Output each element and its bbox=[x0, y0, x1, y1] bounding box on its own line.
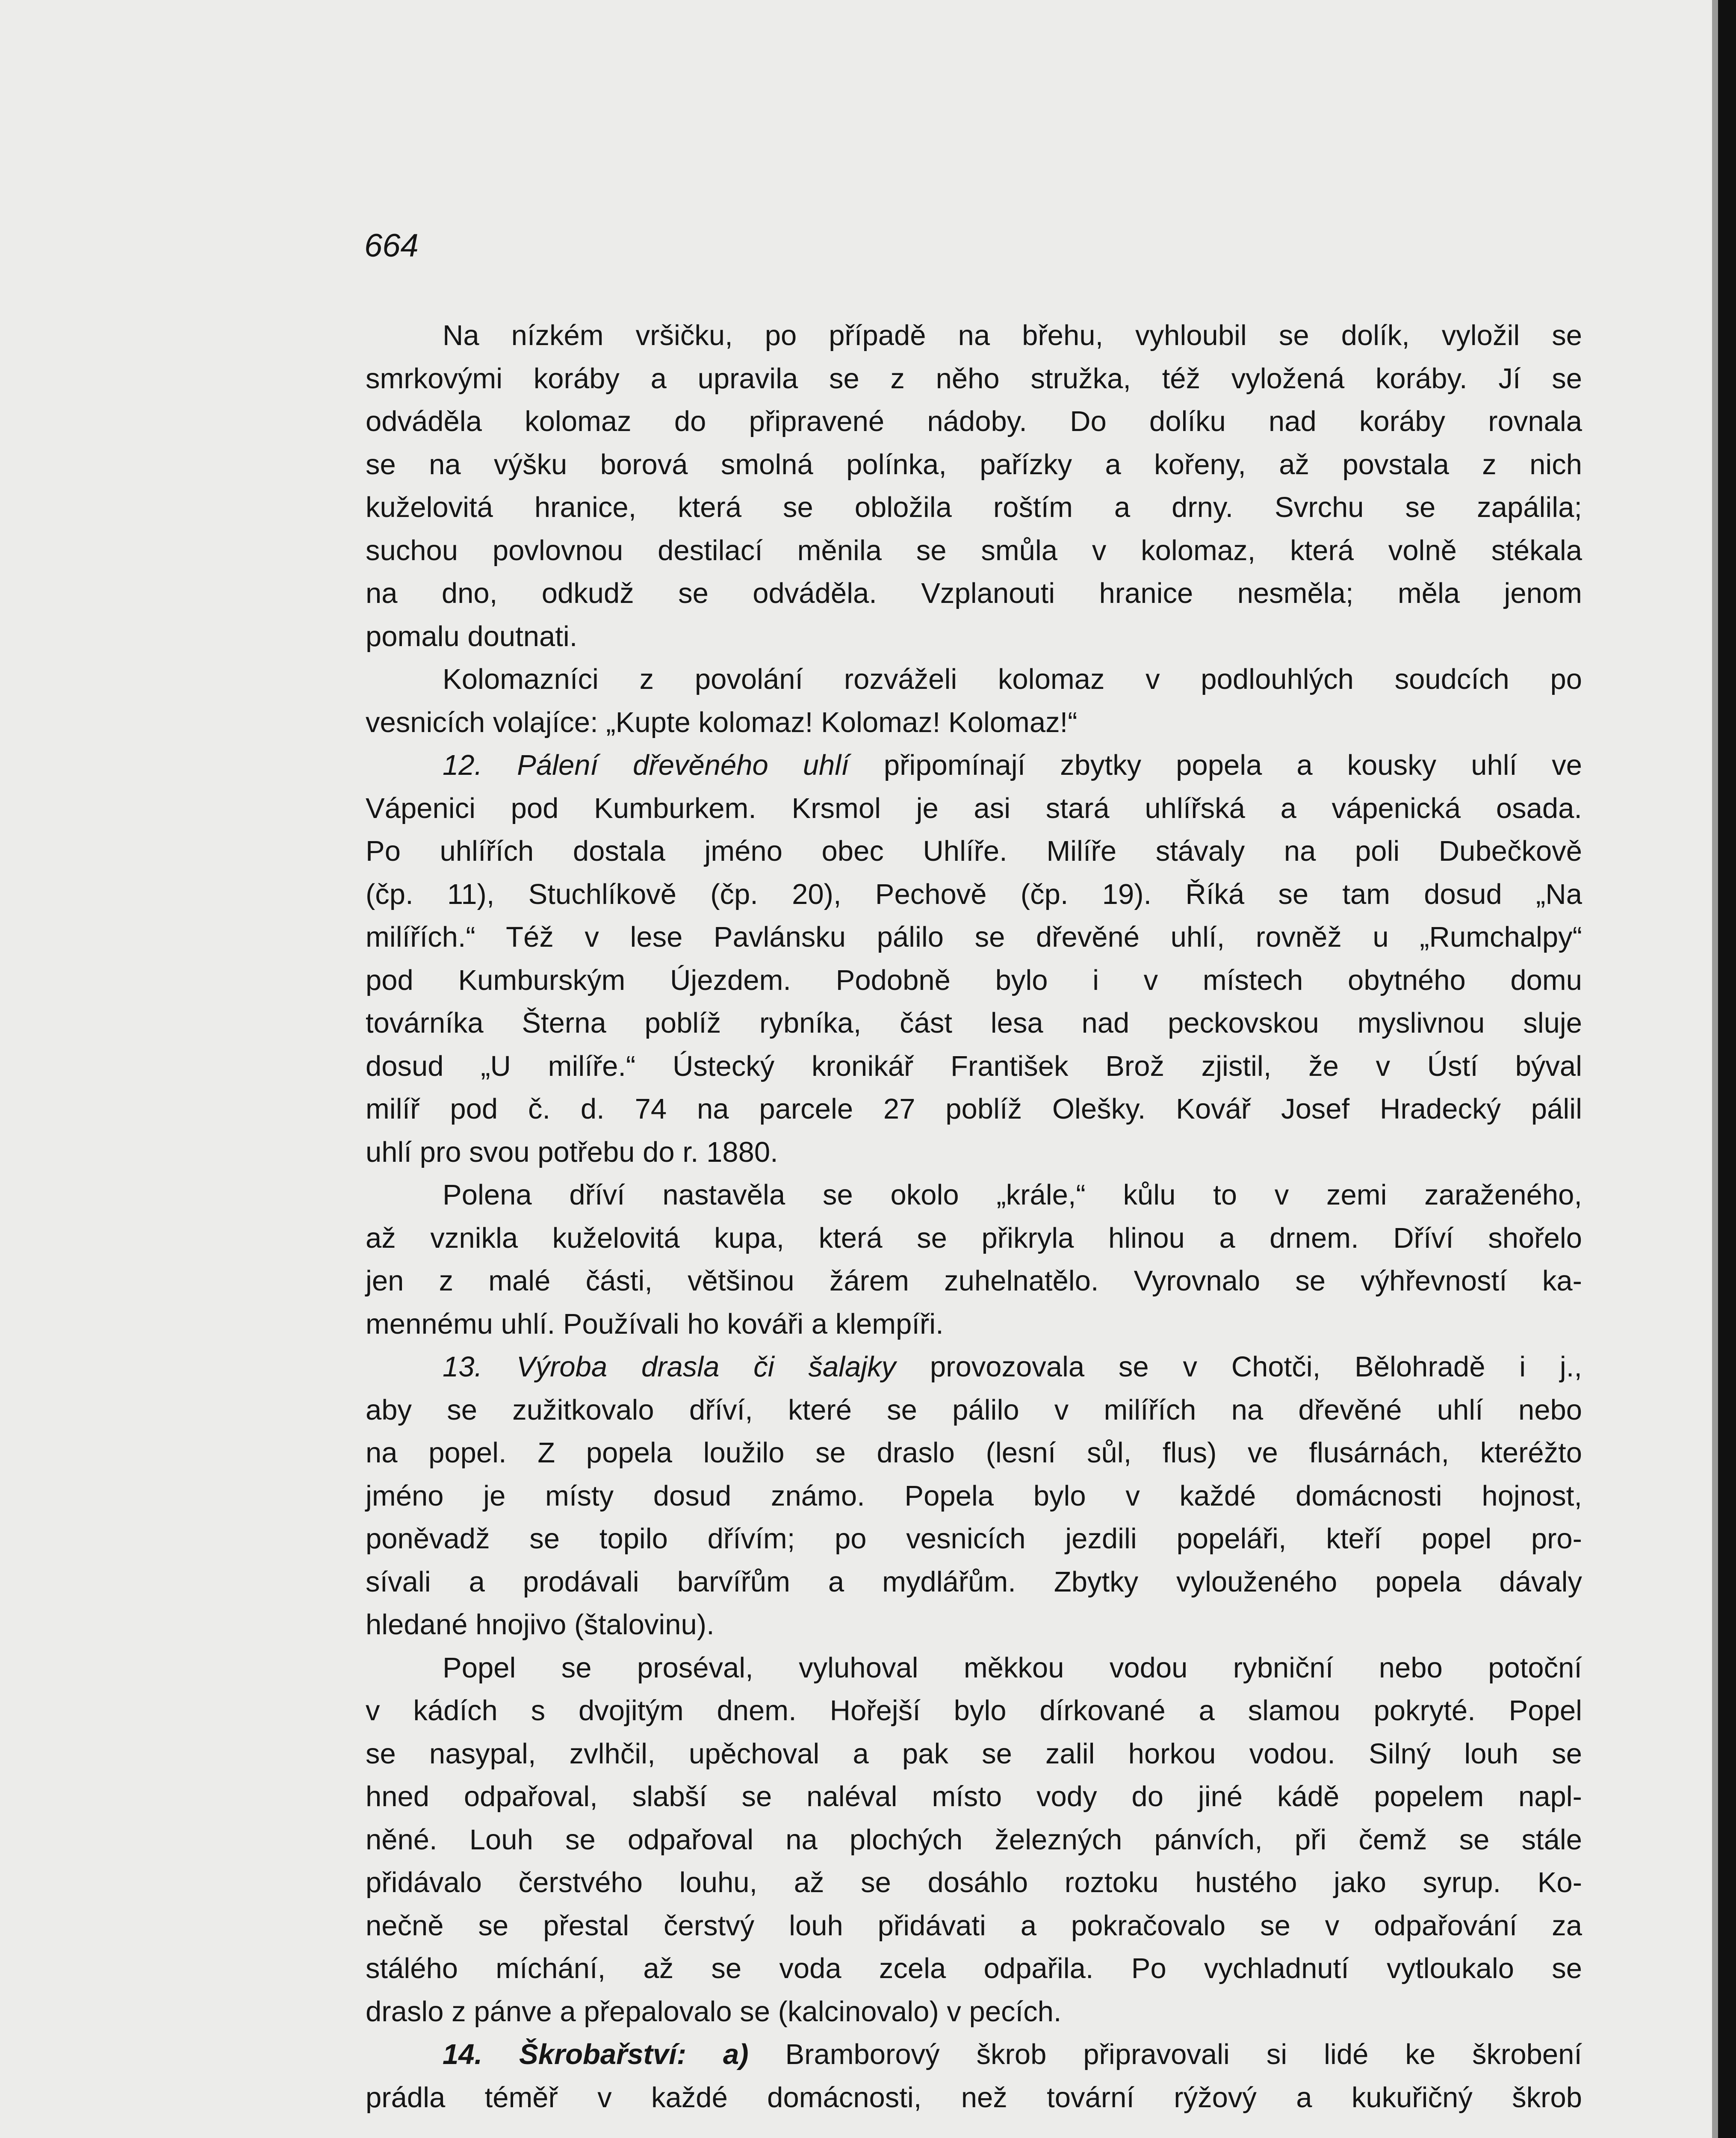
scan-edge-shadow bbox=[1712, 0, 1718, 2138]
line-text: poněvadž se topilo dřívím; po vesnicích jezdili popeláři, kteří popel pro- bbox=[366, 1523, 1582, 1555]
line-text: sívali a prodávali barvířům a mydlářům. Zbytky vylouženého popela dávaly bbox=[366, 1565, 1582, 1598]
line-text: Vápenici pod Kumburkem. Krsmol je asi stará uhlířská a vápenická osada. bbox=[366, 792, 1582, 824]
text-line bbox=[366, 916, 1582, 959]
text-line bbox=[366, 1647, 1582, 1690]
text-line bbox=[366, 1775, 1582, 1819]
line-text: jen z malé části, většinou žárem zuhelnatělo. Vyrovnalo se výhřevností ka- bbox=[366, 1265, 1582, 1297]
text-line bbox=[366, 1045, 1582, 1088]
line-text: draslo z pánve a přepalovalo se (kalcinovalo) v pecích. bbox=[366, 1995, 1062, 2028]
line-text: Kolomazníci z povolání rozváželi kolomaz v podlouhlých soudcích po bbox=[443, 663, 1582, 695]
line-text: až vznikla kuželovitá kupa, která se přikryla hlinou a drnem. Dříví shořelo bbox=[366, 1222, 1582, 1254]
text-line bbox=[366, 529, 1582, 573]
text-line bbox=[366, 787, 1582, 830]
text-line bbox=[366, 1260, 1582, 1303]
line-text: továrníka Šterna poblíž rybníka, část lesa nad peckovskou myslivnou sluje bbox=[366, 1007, 1582, 1039]
line-text: (čp. 11), Stuchlíkově (čp. 20), Pechově (čp. 19). Říká se tam dosud „Na bbox=[366, 878, 1582, 910]
text-line bbox=[366, 1303, 1582, 1346]
text-line bbox=[366, 1518, 1582, 1561]
section-heading: 13. Výroba drasla či šalajky bbox=[443, 1351, 896, 1383]
text-line bbox=[366, 615, 1582, 659]
text-line bbox=[366, 1174, 1582, 1217]
line-text: připomínají zbytky popela a kousky uhlí ve bbox=[849, 749, 1582, 781]
text-line bbox=[366, 1861, 1582, 1905]
line-text: kuželovitá hranice, která se obložila roštím a drny. Svrchu se zapálila; bbox=[366, 491, 1582, 523]
text-line bbox=[366, 1475, 1582, 1518]
text-line bbox=[366, 873, 1582, 916]
line-text: nečně se přestal čerstvý louh přidávati a pokračovalo se v odpařování za bbox=[366, 1909, 1582, 1942]
text-line bbox=[366, 2033, 1582, 2076]
line-text: na popel. Z popela loužilo se draslo (lesní sůl, flus) ve flusárnách, kteréžto bbox=[366, 1437, 1582, 1469]
line-text: něné. Louh se odpařoval na plochých železných pánvích, při čemž se stále bbox=[366, 1823, 1582, 1856]
text-line bbox=[366, 443, 1582, 487]
text-line bbox=[366, 830, 1582, 873]
section-heading: 14. Škrobařství: a) bbox=[443, 2038, 749, 2070]
line-text: Po uhlířích dostala jméno obec Uhlíře. Milíře stávaly na poli Dubečkově bbox=[366, 835, 1582, 867]
text-line bbox=[366, 701, 1582, 744]
text-line bbox=[366, 1819, 1582, 1862]
text-line bbox=[366, 486, 1582, 529]
line-text: smrkovými koráby a upravila se z něho stružka, též vyložená koráby. Jí se bbox=[366, 362, 1582, 395]
line-text: milířích.“ Též v lese Pavlánsku pálilo se dřevěné uhlí, rovněž u „Rumchalpy“ bbox=[366, 921, 1582, 953]
line-text: pod Kumburským Újezdem. Podobně bylo i v místech obytného domu bbox=[366, 964, 1582, 996]
text-line bbox=[366, 400, 1582, 443]
text-line bbox=[366, 2076, 1582, 2120]
text-line bbox=[366, 1432, 1582, 1475]
text-line bbox=[366, 1002, 1582, 1045]
line-text: se nasypal, zvlhčil, upěchoval a pak se zalil horkou vodou. Silný louh se bbox=[366, 1737, 1582, 1770]
line-text: uhlí pro svou potřebu do r. 1880. bbox=[366, 1136, 778, 1168]
line-text: milíř pod č. d. 74 na parcele 27 poblíž Olešky. Kovář Josef Hradecký pálil bbox=[366, 1093, 1582, 1125]
text-line bbox=[366, 572, 1582, 615]
line-text: Na nízkém vršičku, po případě na břehu, vyhloubil se dolík, vyložil se bbox=[443, 319, 1582, 351]
line-text: v kádích s dvojitým dnem. Hořejší bylo dírkované a slamou pokryté. Popel bbox=[366, 1695, 1582, 1727]
line-text: Bramborový škrob připravovali si lidé ke škrobení bbox=[748, 2038, 1582, 2070]
line-text: dosud „U milíře.“ Ústecký kronikář František Brož zjistil, že v Ústí býval bbox=[366, 1050, 1582, 1082]
page-number: 664 bbox=[364, 227, 419, 264]
line-text: na dno, odkudž se odváděla. Vzplanouti hranice nesměla; měla jenom bbox=[366, 577, 1582, 609]
line-text: jméno je místy dosud známo. Popela bylo v každé domácnosti hojnost, bbox=[366, 1479, 1582, 1512]
text-line bbox=[366, 1733, 1582, 1776]
line-text: stálého míchání, až se voda zcela odpařila. Po vychladnutí vytloukalo se bbox=[366, 1952, 1582, 1984]
line-text: přidávalo čerstvého louhu, až se dosáhlo roztoku hustého jako syrup. Ko- bbox=[366, 1866, 1582, 1899]
line-text: hned odpařoval, slabší se naléval místo vody do jiné kádě popelem napl- bbox=[366, 1781, 1582, 1813]
text-line bbox=[366, 658, 1582, 701]
line-text: mennému uhlí. Používali ho kováři a klempíři. bbox=[366, 1308, 944, 1340]
text-line bbox=[366, 314, 1582, 357]
text-line bbox=[366, 1905, 1582, 1948]
body-text bbox=[366, 314, 1582, 2119]
line-text: aby se zužitkovalo dříví, které se pálilo v milířích na dřevěné uhlí nebo bbox=[366, 1394, 1582, 1426]
text-line bbox=[366, 1389, 1582, 1432]
section-heading: 12. Pálení dřevěného uhlí bbox=[443, 749, 849, 781]
text-line bbox=[366, 1131, 1582, 1174]
line-text: pomalu doutnati. bbox=[366, 620, 578, 653]
text-line bbox=[366, 1947, 1582, 1990]
text-line bbox=[366, 744, 1582, 787]
line-text: vesnicích volajíce: „Kupte kolomaz! Kolomaz! Kolomaz!“ bbox=[366, 706, 1078, 738]
text-line bbox=[366, 1689, 1582, 1733]
line-text: odváděla kolomaz do připravené nádoby. Do dolíku nad koráby rovnala bbox=[366, 405, 1582, 437]
text-line bbox=[366, 1088, 1582, 1131]
text-line bbox=[366, 1561, 1582, 1604]
text-line bbox=[366, 959, 1582, 1002]
text-line bbox=[366, 357, 1582, 401]
scan-edge bbox=[1718, 0, 1736, 2138]
line-text: suchou povlovnou destilací měnila se smůla v kolomaz, která volně stékala bbox=[366, 534, 1582, 567]
text-line bbox=[366, 1217, 1582, 1260]
line-text: prádla téměř v každé domácnosti, než tovární rýžový a kukuřičný škrob bbox=[366, 2081, 1582, 2114]
text-line bbox=[366, 1604, 1582, 1647]
line-text: hledané hnojivo (štalovinu). bbox=[366, 1609, 714, 1641]
line-text: Popel se proséval, vyluhoval měkkou vodou rybniční nebo potoční bbox=[443, 1651, 1582, 1684]
text-line bbox=[366, 1346, 1582, 1389]
line-text: provozovala se v Chotči, Bělohradě i j., bbox=[896, 1351, 1582, 1383]
line-text: se na výšku borová smolná polínka, pařízky a kořeny, až povstala z nich bbox=[366, 448, 1582, 481]
text-line bbox=[366, 1990, 1582, 2034]
line-text: Polena dříví nastavěla se okolo „krále,“ kůlu to v zemi zaraženého, bbox=[443, 1179, 1582, 1211]
